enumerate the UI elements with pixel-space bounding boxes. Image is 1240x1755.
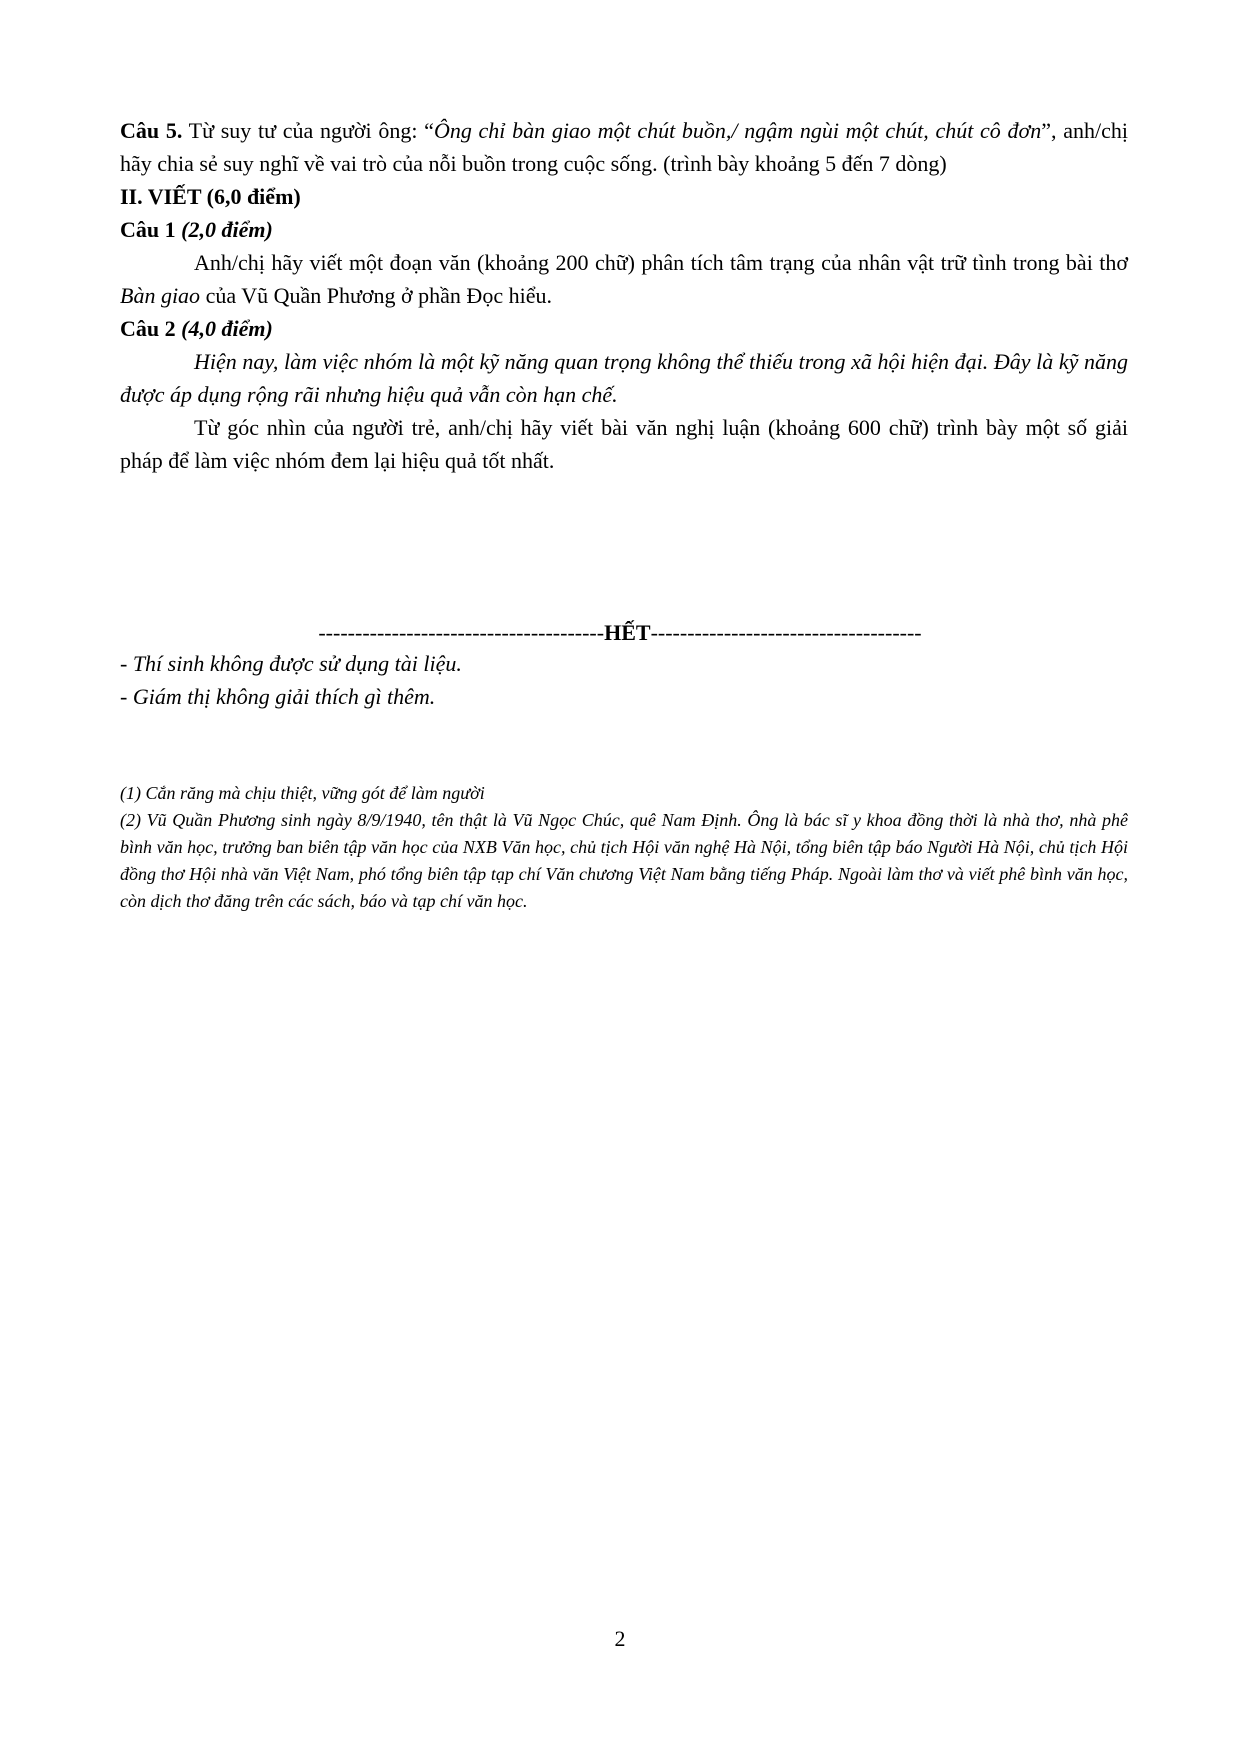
end-label: HẾT — [604, 620, 651, 645]
writing-question-1-text — [120, 246, 1128, 312]
question-5-intro: Từ suy tư của người ông: “ — [182, 118, 434, 143]
writing-question-2-task: Từ góc nhìn của người trẻ, anh/chị hãy viết bài văn nghị luận (khoảng 600 chữ) trình bày một số giải pháp để làm việc nhóm đem lại hiệu quả tốt nhất. — [120, 415, 1128, 473]
writing-question-1-text-before: Anh/chị hãy viết một đoạn văn (khoảng 200 chữ) phân tích tâm trạng của nhân vật trữ tình trong bài thơ — [194, 250, 1128, 275]
question-5-quote: Ông chỉ bàn giao một chút buồn,/ ngậm ngùi một chút, chút cô đơn — [433, 118, 1042, 143]
poem-title: Bàn giao — [120, 283, 201, 308]
question-5 — [120, 114, 1128, 180]
footnotes — [120, 780, 1128, 915]
section-2-title: II. VIẾT (6,0 điểm) — [120, 184, 301, 209]
exam-content — [120, 114, 1128, 477]
end-dashes-left: --------------------------------------- — [318, 620, 605, 645]
end-divider — [0, 616, 1240, 649]
writing-question-1-text-after: của Vũ Quần Phương ở phần Đọc hiểu. — [200, 283, 552, 308]
page-number: 2 — [614, 1626, 626, 1651]
note-item: - Thí sinh không được sử dụng tài liệu. — [120, 651, 462, 676]
question-5-label: Câu 5. — [120, 118, 183, 143]
question-5-rest: ”, anh/chị hãy chia sẻ suy nghĩ về vai trò của nỗi buồn trong cuộc sống. (trình bày khoảng 5 đến 7 dòng) — [120, 118, 1128, 176]
writing-question-2-points: (4,0 điểm) — [181, 316, 273, 341]
writing-question-2-prompt: Hiện nay, làm việc nhóm là một kỹ năng quan trọng không thể thiếu trong xã hội hiện đại. Đây là kỹ năng được áp dụng rộng rãi nhưng hiệu quả vẫn còn hạn chế. — [120, 349, 1128, 407]
writing-question-1-label: Câu 1 — [120, 217, 176, 242]
writing-question-2-heading — [120, 312, 1128, 345]
writing-question-1-heading — [120, 213, 1128, 246]
end-dashes-right: ------------------------------------- — [650, 620, 922, 645]
exam-notes — [120, 647, 1128, 713]
footnote-item: (2) Vũ Quần Phương sinh ngày 8/9/1940, tên thật là Vũ Ngọc Chúc, quê Nam Định. Ông là bác sĩ y khoa đồng thời là nhà thơ, nhà phê bình văn học, trưởng ban biên tập văn học của NXB Văn học, chủ tịch Hội văn nghệ Hà Nội, tổng biên tập báo Người Hà Nội, chủ tịch Hội đồng thơ Hội nhà văn Việt Nam, phó tổng biên tập tạp chí Văn chương Việt Nam bằng tiếng Pháp. Ngoài làm thơ và viết phê bình văn học, còn dịch thơ đăng trên các sách, báo và tạp chí văn học. — [120, 810, 1128, 911]
writing-question-1-points: (2,0 điểm) — [181, 217, 273, 242]
writing-question-2-label: Câu 2 — [120, 316, 176, 341]
footnote-item: (1) Cắn răng mà chịu thiệt, vững gót để làm người — [120, 783, 485, 803]
note-item: - Giám thị không giải thích gì thêm. — [120, 684, 436, 709]
